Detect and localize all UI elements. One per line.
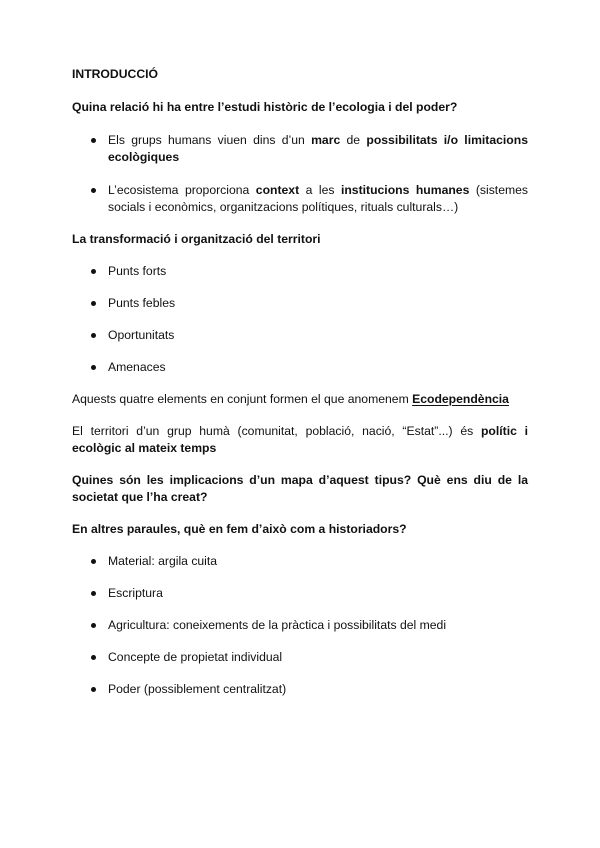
list-item bbox=[72, 263, 528, 280]
list-item bbox=[72, 132, 528, 166]
text-run: Aquests quatre elements en conjunt formen el que anomenem bbox=[72, 392, 413, 406]
bullet-dot bbox=[91, 138, 96, 143]
bullet-dot bbox=[91, 188, 96, 193]
bullet-dot bbox=[91, 333, 96, 338]
list-item bbox=[72, 681, 528, 698]
text-run: a les bbox=[299, 183, 341, 197]
bold-term-politic-ecologic: polític i ecològic al mateix temps bbox=[72, 424, 529, 455]
question-historiadors: En altres paraules, què en fem d’això com a historiadors? bbox=[72, 522, 407, 536]
bullet-dot bbox=[91, 365, 96, 370]
section-title-territori: La transformació i organització del territori bbox=[72, 232, 321, 246]
bullet-list-elements bbox=[72, 553, 528, 698]
list-item-label: Oportunitats bbox=[108, 328, 175, 342]
paragraph-territori bbox=[72, 423, 528, 457]
text-run: (sistemes socials i econòmics, organitzacions polítiques, rituals culturals…) bbox=[108, 183, 528, 214]
paragraph-ecodependencia bbox=[72, 391, 528, 408]
document-page bbox=[72, 66, 528, 698]
bold-term-possibilitats: possibilitats i/o limitacions ecològiques bbox=[108, 133, 528, 164]
list-item bbox=[72, 553, 528, 570]
list-item-label: Concepte de propietat individual bbox=[108, 650, 283, 664]
list-item bbox=[72, 182, 528, 216]
list-item-label: Punts forts bbox=[108, 264, 167, 278]
bullet-dot bbox=[91, 559, 96, 564]
list-item bbox=[72, 617, 528, 634]
bullet-dot bbox=[91, 623, 96, 628]
bullet-dot bbox=[91, 655, 96, 660]
list-item-label: Amenaces bbox=[108, 360, 166, 374]
list-item bbox=[72, 295, 528, 312]
bullet-dot bbox=[91, 591, 96, 596]
text-run: L’ecosistema proporciona bbox=[108, 183, 256, 197]
term-ecodependencia: Ecodependència bbox=[412, 392, 509, 406]
list-item-label: Agricultura: coneixements de la pràctica i possibilitats del medi bbox=[108, 618, 447, 632]
bullet-dot bbox=[91, 687, 96, 692]
text-run: de bbox=[340, 133, 367, 147]
list-item-label: Material: argila cuita bbox=[108, 554, 218, 568]
list-item-label: Poder (possiblement centralitzat) bbox=[108, 682, 287, 696]
list-item bbox=[72, 585, 528, 602]
list-item bbox=[72, 327, 528, 344]
list-item bbox=[72, 649, 528, 666]
bullet-list-dafo bbox=[72, 263, 528, 376]
bold-term-institucions: institucions humanes bbox=[340, 183, 470, 197]
text-run: El territori d’un grup humà (comunitat, població, nació, “Estat”...) és bbox=[72, 424, 481, 438]
bold-term-marc: marc bbox=[311, 133, 341, 147]
bullet-list-ecology bbox=[72, 132, 528, 216]
list-item-label: Punts febles bbox=[108, 296, 176, 310]
text-run: Els grups humans viuen dins d’un bbox=[108, 133, 312, 147]
question-implicacions: Quines són les implicacions d’un mapa d’aquest tipus? Què ens diu de la societat que l’ha creat? bbox=[72, 473, 528, 504]
heading-introduccio: INTRODUCCIÓ bbox=[72, 67, 158, 81]
bold-term-context: context bbox=[255, 183, 300, 197]
bullet-dot bbox=[91, 269, 96, 274]
bullet-dot bbox=[91, 301, 96, 306]
list-item bbox=[72, 359, 528, 376]
question-ecology-power: Quina relació hi ha entre l’estudi històric de l’ecologia i del poder? bbox=[72, 100, 458, 114]
list-item-label: Escriptura bbox=[108, 586, 163, 600]
